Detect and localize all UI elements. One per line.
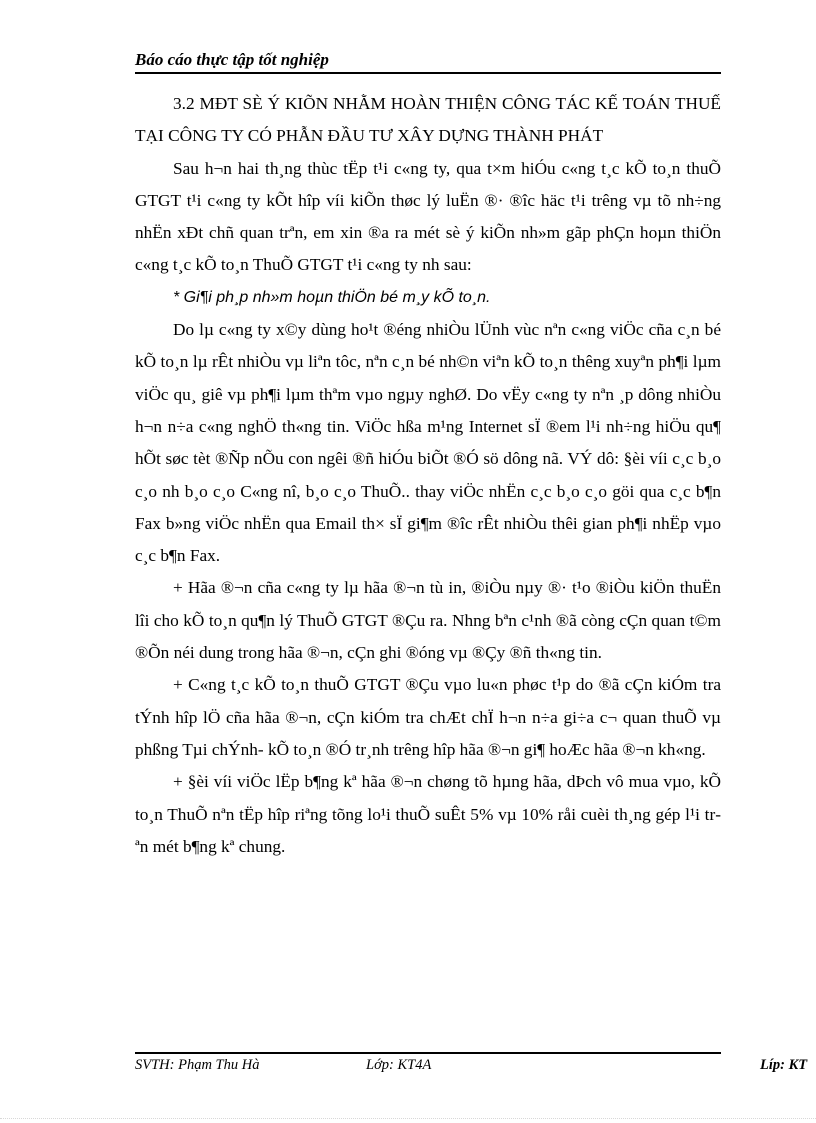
paragraph-invoice-list: + §èi víi viÖc lËp b¶ng kª hãa ®¬n chøng tõ hµng hãa, dÞch vô mua vµo, kÕ to¸n ThuÕ nªn tËp hîp riªng tõng lo¹i thuÕ suÊt 5% vµ 10% råi cuèi th¸ng gép l¹i trªn mét b¶ng kª chung. [135, 772, 721, 856]
document-body [135, 88, 721, 863]
class-label: Lớp: KT4A [366, 1057, 432, 1073]
report-title: Báo cáo thực tập tốt nghiệp [135, 50, 329, 69]
paragraph-input-vat: + C«ng t¸c kÕ to¸n thuÕ GTGT ®Çu vµo lu«n phøc t¹p do ®ã cÇn kiÓm tra tÝnh hîp lÖ cña hãa ®¬n, cÇn kiÓm tra chÆt chÏ h¬n n÷a gi÷a c¬ quan thuÕ vµ phßng Tµi chÝnh- kÕ to¸n ®Ó tr¸nh trêng hîp hãa ®¬n gi¶ hoÆc hãa ®¬n kh«ng. [135, 675, 721, 759]
paragraph-intro: Sau h¬n hai th¸ng thùc tËp t¹i c«ng ty, qua t×m hiÓu c«ng t¸c kÕ to¸n thuÕ GTGT t¹i c«ng ty kÕt hîp víi kiÕn thøc lý luËn ®· ®îc häc t¹i trêng vµ tõ nh÷ng nhËn xÐt chñ quan trªn, em xin ®a ra mét sè ý kiÕn nh»m gãp phÇn hoµn thiÖn c«ng t¸c kÕ to¸n ThuÕ GTGT t¹i c«ng ty nh sau: [135, 158, 721, 275]
page-header [135, 50, 721, 74]
page-edge [0, 1118, 816, 1119]
student-name: SVTH: Phạm Thu Hà [135, 1057, 260, 1073]
class-label-overflow: Líp: KT [760, 1057, 808, 1073]
paragraph-it-adoption: Do lµ c«ng ty x©y dùng ho¹t ®éng nhiÒu lÜnh vùc nªn c«ng viÖc cña c¸n bé kÕ to¸n lµ rÊt nhiÒu vµ liªn tôc, nªn c¸n bé nh©n viªn kÕ to¸n thêng xuyªn ph¶i lµm viÖc qu¸ giê vµ ph¶i lµm thªm vµo ngµy nghØ. Do vËy c«ng ty nªn ¸p dông nhiÒu h¬n n÷a c«ng nghÖ th«ng tin. ViÖc hßa m¹ng Internet sÏ ®em l¹i nh÷ng hiÖu qu¶ hÕt søc tèt ®Ñp nÕu con ngêi ®ñ hiÓu biÕt ®Ó sö dông nã. VÝ dô: §èi víi c¸c b¸o c¸o nh b¸o c¸o C«ng nî, b¸o c¸o ThuÕ.. thay viÖc nhËn c¸c b¸o c¸o göi qua c¸c b¶n Fax b»ng viÖc nhËn qua Email th× sÏ gi¶m ®îc rÊt nhiÒu thêi gian ph¶i nhËp vµo c¸c b¶n Fax. [135, 320, 721, 566]
section-heading: 3.2 MÐT SÈ Ý KIÕN NHẰM HOÀN THIỆN CÔNG TÁC KẾ TOÁN THUẾ TẠI CÔNG TY CÓ PHẪN ĐẦU TƯ XÂY DỰNG THÀNH PHÁT [135, 94, 721, 146]
page-footer [0, 1057, 816, 1079]
footer-divider [135, 1052, 721, 1054]
solution-subheading: * Gi¶i ph¸p nh»m hoµn thiÖn bé m¸y kÕ to¸n. [173, 288, 491, 306]
paragraph-invoice-self-print: + Hãa ®¬n cña c«ng ty lµ hãa ®¬n tù in, ®iÒu nµy ®· t¹o ®iÒu kiÖn thuËn lîi cho kÕ to¸n qu¶n lý ThuÕ GTGT ®Çu ra. Nhng bªn c¹nh ®ã còng cÇn quan t©m ®Õn néi dung trong hãa ®¬n, cÇn ghi ®óng vµ ®Çy ®ñ th«ng tin. [135, 578, 721, 663]
